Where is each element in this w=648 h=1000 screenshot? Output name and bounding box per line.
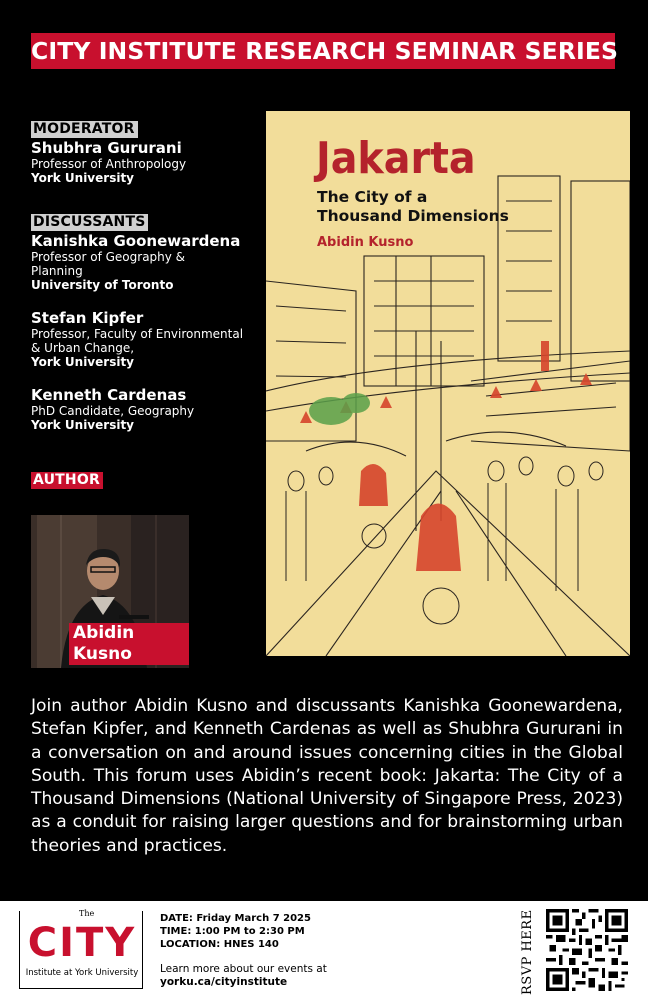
discussant-block <box>31 310 261 369</box>
rsvp-label: RSVP HERE <box>520 909 535 995</box>
discussants-heading: DISCUSSANTS <box>31 214 148 231</box>
series-title: CITY INSTITUTE RESEARCH SEMINAR SERIES <box>31 37 619 65</box>
discussant-name: Kenneth Cardenas <box>31 386 187 404</box>
event-description: Join author Abidin Kusno and discussants Kanishka Goonewardena, Stefan Kipfer, and Kenneth Cardenas as well as Shubhra Gururani in a conversation on and around issues concerning cities in the Global South. This forum uses Abidin’s recent book: Jakarta: The City of a Thousand Dimensions (National University of Singapore Press, 2023) as a conduit for raising larger questions and for brainstorming urban theories and practices. <box>31 696 623 856</box>
event-time: TIME: 1:00 PM to 2:30 PM <box>160 926 305 937</box>
footer <box>0 901 648 1000</box>
learn-more-text: Learn more about our events at <box>160 963 327 975</box>
moderator-name: Shubhra Gururani <box>31 139 182 157</box>
series-banner <box>31 33 619 69</box>
event-location: LOCATION: HNES 140 <box>160 939 279 950</box>
speakers-panel <box>31 118 261 489</box>
cover-author: Abidin Kusno <box>317 235 414 250</box>
moderator-role: Professor of Anthropology <box>31 157 187 171</box>
cover-title: Jakarta <box>316 133 476 184</box>
discussant-role: Professor, Faculty of Environmental & Urban Change, <box>31 327 244 355</box>
city-institute-logo <box>19 911 143 989</box>
discussant-org: York University <box>31 418 135 432</box>
discussant-name: Kanishka Goonewardena <box>31 232 241 250</box>
discussant-org: University of Toronto <box>31 278 174 292</box>
discussant-block <box>31 387 261 432</box>
cover-subtitle: The City of a Thousand Dimensions <box>317 188 509 225</box>
author-name-caption: Abidin Kusno <box>69 623 189 665</box>
logo-the: The <box>76 909 97 918</box>
rsvp-qr-code[interactable] <box>546 909 628 991</box>
event-details <box>160 912 311 951</box>
moderator-block <box>31 140 261 185</box>
logo-subtitle: Institute at York University <box>25 968 139 978</box>
author-photo <box>31 515 189 668</box>
book-cover <box>266 111 630 656</box>
author-heading: AUTHOR <box>31 472 103 489</box>
discussant-role: PhD Candidate, Geography <box>31 404 195 418</box>
moderator-org: York University <box>31 171 135 185</box>
learn-more <box>160 963 327 989</box>
moderator-heading: MODERATOR <box>31 121 138 138</box>
events-link[interactable]: yorku.ca/cityinstitute <box>160 976 288 988</box>
event-date: DATE: Friday March 7 2025 <box>160 913 311 924</box>
discussant-role: Professor of Geography & Planning <box>31 250 186 278</box>
logo-city: CITY <box>27 920 137 966</box>
discussant-block <box>31 233 261 292</box>
discussant-name: Stefan Kipfer <box>31 309 144 327</box>
discussant-org: York University <box>31 355 135 369</box>
